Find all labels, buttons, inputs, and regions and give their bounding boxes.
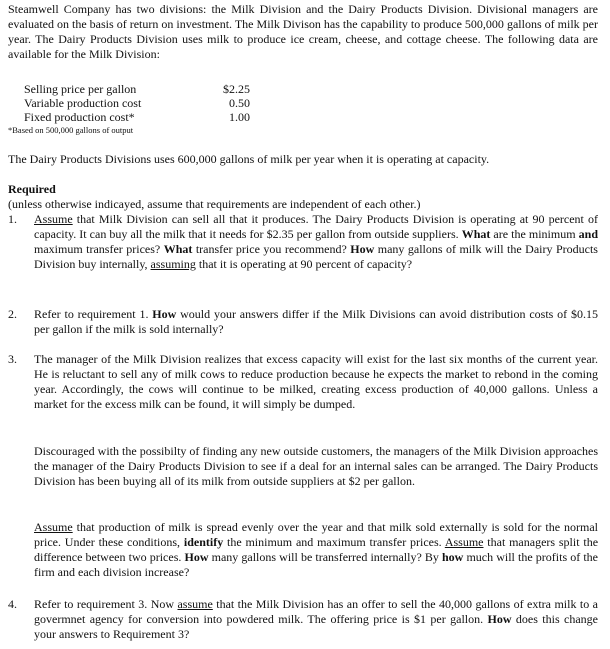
table-row: [24, 96, 250, 110]
emphasis-underline: Assume: [444, 535, 484, 549]
intro-paragraph: Steamwell Company has two divisions: the Milk Division and the Dairy Products Division. Divisional managers are evaluated on the basis of return on investment. The Milk Divison has the capability to produce 500,000 gallons of milk per year. The Dairy Products Division uses milk to produce ice cream, cheese, and cottage cheese. The following data are available for the Milk Division:: [8, 2, 598, 61]
item-number: 4.: [8, 597, 17, 611]
table-row: [24, 110, 250, 124]
requirement-3-paragraph-3: Assume that production of milk is spread evenly over the year and that milk sold externally is sold for the normal price. Under these conditions, identify the minimum and maximum transfer prices. Assume that managers split the difference between two prices. How many gallons will be transferred internally? By how much will the profits of the firm and each division increase?: [34, 520, 599, 579]
emphasis-underline: Assume: [34, 212, 73, 226]
requirement-3: [8, 352, 598, 412]
item-number: 2.: [8, 307, 17, 321]
emphasis-bold: How: [184, 550, 209, 564]
emphasis-bold: and: [578, 227, 598, 241]
emphasis-bold: How: [152, 307, 177, 321]
milk-division-data-table: [24, 82, 250, 124]
table-row: [24, 82, 250, 96]
emphasis-bold: How: [350, 242, 375, 256]
dairy-division-paragraph: The Dairy Products Divisions uses 600,000 gallons of milk per year when it is operating at capacity.: [8, 152, 490, 166]
requirement-4: [8, 597, 598, 642]
emphasis-bold: What: [163, 242, 193, 256]
emphasis-underline: assume: [177, 597, 213, 611]
emphasis-bold: identify: [183, 535, 224, 549]
item-text: Assume that Milk Division can sell all that it produces. The Dairy Products Division is operating at 90 percent of capacity. It can buy all the milk that it needs for $2.35 per gallon from outside suppliers. What are the minimum and maximum transfer prices? What transfer price you recommend? How many gallons of milk will the Dairy Products Division buy internally, assuming that it is operating at 90 percent of capacity?: [34, 212, 598, 271]
item-text: Refer to requirement 3. Now assume that the Milk Division has an offer to sell the 40,000 gallons of extra milk to a govermnet agency for conversion into powdered milk. The offering price is $1 per gallon. How does this change your answers to Requirement 3?: [34, 597, 598, 641]
row-value: $2.25: [223, 82, 250, 96]
item-number: 3.: [8, 352, 17, 366]
required-heading: Required: [8, 182, 56, 196]
requirement-3-paragraph-2: Discouraged with the possibilty of finding any new outside customers, the managers of the Milk Division approaches the manager of the Dairy Products Division to see if a deal for an internal sales can be arranged. The Dairy Products Division has been buying all of its milk from outside suppliers at $2 per gallon.: [34, 444, 598, 488]
row-label: Fixed production cost*: [24, 110, 135, 124]
item-number: 1.: [8, 212, 17, 226]
emphasis-bold: how: [442, 550, 464, 564]
required-note: (unless otherwise indicayed, assume that requirements are independent of each other.): [8, 197, 421, 211]
row-value: 0.50: [229, 96, 250, 110]
table-footnote: *Based on 500,000 gallons of output: [8, 125, 134, 135]
emphasis-bold: How: [487, 612, 512, 626]
row-label: Variable production cost: [24, 96, 142, 110]
row-value: 1.00: [229, 110, 250, 124]
row-label: Selling price per gallon: [24, 82, 137, 96]
emphasis-underline: assuming: [150, 257, 196, 271]
emphasis-underline: Assume: [34, 520, 73, 534]
emphasis-bold: What: [461, 227, 491, 241]
item-text: The manager of the Milk Division realizes that excess capacity will exist for the last six months of the current year. He is reluctant to sell any of milk cows to reduce production because he expects the market to rebond in the coming year. Accordingly, the cows will continue to be milked, creating excess production of 40,000 gallons. Unless a market for the excess milk can be found, it will simply be dumped.: [34, 352, 598, 411]
requirement-1: [8, 212, 598, 272]
requirement-2: [8, 307, 598, 337]
item-text: Refer to requirement 1. How would your answers differ if the Milk Divisions can avoid distribution costs of $0.15 per gallon if the milk is sold internally?: [34, 307, 599, 336]
